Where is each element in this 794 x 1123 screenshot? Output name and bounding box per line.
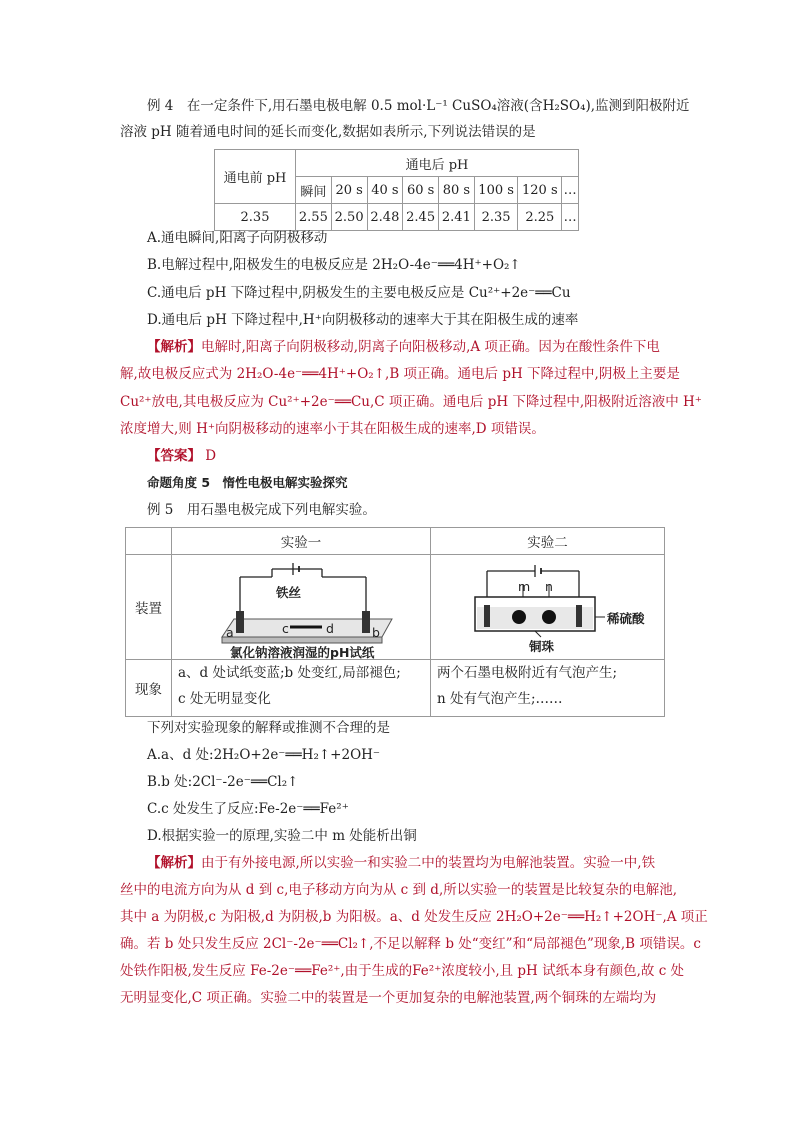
experiment1-phenomenon — [172, 660, 431, 717]
example5-analysis-line4: 确。若 b 处只发生反应 2Cl⁻-2e⁻══Cl₂↑,不足以解释 b 处“变红”和“局部褪色”现象,B 项错误。c — [120, 936, 701, 952]
experiment-table — [125, 527, 665, 717]
example5-option-d: D.根据实验一的原理,实验二中 m 处能析出铜 — [147, 828, 417, 844]
example4-line1: 例 4 在一定条件下,用石墨电极电解 0.5 mol·L⁻¹ CuSO₄溶液(含H₂SO₄),监测到阳极附近 — [147, 98, 690, 114]
time-header: 瞬间 — [296, 177, 332, 204]
example5-analysis-line1 — [147, 853, 655, 873]
example5-option-a: A.a、d 处:2H₂O+2e⁻══H₂↑+2OH⁻ — [147, 747, 381, 763]
phenomenon-row-label: 现象 — [126, 660, 172, 717]
phen2-line1: 两个石墨电极附近有气泡产生; — [437, 665, 618, 681]
label-c: c — [282, 621, 289, 636]
analysis-label: 【解析】 — [147, 855, 201, 871]
ph-table — [214, 149, 579, 231]
example5-option-b: B.b 处:2Cl⁻-2e⁻══Cl₂↑ — [147, 774, 299, 790]
example4-analysis-line2: 解,故电极反应式为 2H₂O-4e⁻══4H⁺+O₂↑,B 项正确。通电后 pH 下降过程中,阴极上主要是 — [120, 366, 680, 382]
label-m: m — [518, 579, 531, 594]
example4-option-a: A.通电瞬间,阳离子向阴极移动 — [147, 230, 328, 246]
table-corner — [126, 528, 172, 555]
time-header: 60 s — [403, 177, 439, 204]
after-ph-value: 2.55 — [296, 204, 332, 231]
example4-option-c: C.通电后 pH 下降过程中,阴极发生的主要电极反应是 Cu²⁺+2e⁻══Cu — [147, 285, 571, 301]
time-header: 80 s — [439, 177, 475, 204]
example5-analysis-line6: 无明显变化,C 项正确。实验二中的装置是一个更加复杂的电解池装置,两个铜珠的左端均为 — [120, 990, 657, 1006]
ph-paper-caption: 氯化钠溶液润湿的pH试纸 — [230, 645, 375, 660]
example4-analysis-line4: 浓度增大,则 H⁺向阴极移动的速率小于其在阳极生成的速率,D 项错误。 — [120, 421, 545, 437]
phen1-line1: a、d 处试纸变蓝;b 处变红,局部褪色; — [178, 665, 401, 681]
example5-analysis-line5: 处铁作阳极,发生反应 Fe-2e⁻══Fe²⁺,由于生成的Fe²⁺浓度较小,且 pH 试纸本身有颜色,故 c 处 — [120, 963, 685, 979]
label-a: a — [226, 625, 234, 640]
answer-label: 【答案】 — [147, 448, 201, 464]
after-ph-value: … — [562, 204, 579, 231]
time-header: … — [562, 177, 579, 204]
before-ph-value: 2.35 — [215, 204, 296, 231]
section-title: 命题角度 5 惰性电极电解实验探究 — [147, 475, 348, 490]
after-ph-value: 2.45 — [403, 204, 439, 231]
dilute-sulfuric-acid-label: 稀硫酸 — [607, 611, 645, 626]
phen2-line2: n 处有气泡产生;…… — [437, 691, 563, 707]
example4-answer — [147, 446, 216, 466]
after-ph-header: 通电后 pH — [296, 150, 579, 177]
example4-line2: 溶液 pH 随着通电时间的延长而变化,数据如表所示,下列说法错误的是 — [120, 124, 536, 140]
time-header: 100 s — [474, 177, 518, 204]
time-header: 120 s — [518, 177, 562, 204]
example5-option-c: C.c 处发生了反应:Fe-2e⁻══Fe²⁺ — [147, 801, 349, 817]
after-ph-value: 2.48 — [367, 204, 403, 231]
example4-option-b: B.电解过程中,阳极发生的电极反应是 2H₂O-4e⁻══4H⁺+O₂↑ — [147, 257, 521, 273]
after-ph-value: 2.50 — [331, 204, 367, 231]
experiment1-header: 实验一 — [172, 528, 431, 555]
analysis-text: 电解时,阳离子向阴极移动,阴离子向阳极移动,A 项正确。因为在酸性条件下电 — [201, 339, 660, 355]
example5-intro: 例 5 用石墨电极完成下列电解实验。 — [147, 502, 376, 518]
experiment1-diagram-cell — [172, 555, 431, 660]
after-ph-value: 2.41 — [439, 204, 475, 231]
before-ph-header: 通电前 pH — [215, 150, 296, 204]
device-row-label: 装置 — [126, 555, 172, 660]
time-header: 40 s — [367, 177, 403, 204]
analysis-label: 【解析】 — [147, 339, 201, 355]
experiment2-phenomenon — [431, 660, 665, 717]
label-n: n — [545, 579, 553, 594]
after-ph-value: 2.25 — [518, 204, 562, 231]
analysis-text: 由于有外接电源,所以实验一和实验二中的装置均为电解池装置。实验一中,铁 — [201, 855, 656, 871]
phen1-line2: c 处无明显变化 — [178, 691, 271, 707]
after-ph-value: 2.35 — [474, 204, 518, 231]
example4-option-d: D.通电后 pH 下降过程中,H⁺向阴极移动的速率大于其在阳极生成的速率 — [147, 312, 579, 328]
example5-analysis-line2: 丝中的电流方向为从 d 到 c,电子移动方向为从 c 到 d,所以实验一的装置是比较复杂的电解池, — [120, 882, 678, 898]
time-header: 20 s — [331, 177, 367, 204]
label-b: b — [372, 625, 380, 640]
example4-analysis-line1 — [147, 337, 660, 357]
example5-question: 下列对实验现象的解释或推测不合理的是 — [147, 720, 390, 736]
label-d: d — [326, 621, 334, 636]
answer-value: D — [201, 448, 217, 464]
experiment2-diagram-cell — [431, 555, 665, 660]
iron-wire-label: 铁丝 — [276, 585, 302, 600]
example5-analysis-line3: 其中 a 为阴极,c 为阳极,d 为阴极,b 为阳极。a、d 处发生反应 2H₂O+2e⁻══H₂↑+2OH⁻,A 项正 — [120, 909, 708, 925]
experiment2-header: 实验二 — [431, 528, 665, 555]
copper-bead-label: 铜珠 — [529, 639, 555, 654]
example4-analysis-line3: Cu²⁺放电,其电极反应为 Cu²⁺+2e⁻══Cu,C 项正确。通电后 pH 下降过程中,阳极附近溶液中 H⁺ — [120, 394, 702, 410]
